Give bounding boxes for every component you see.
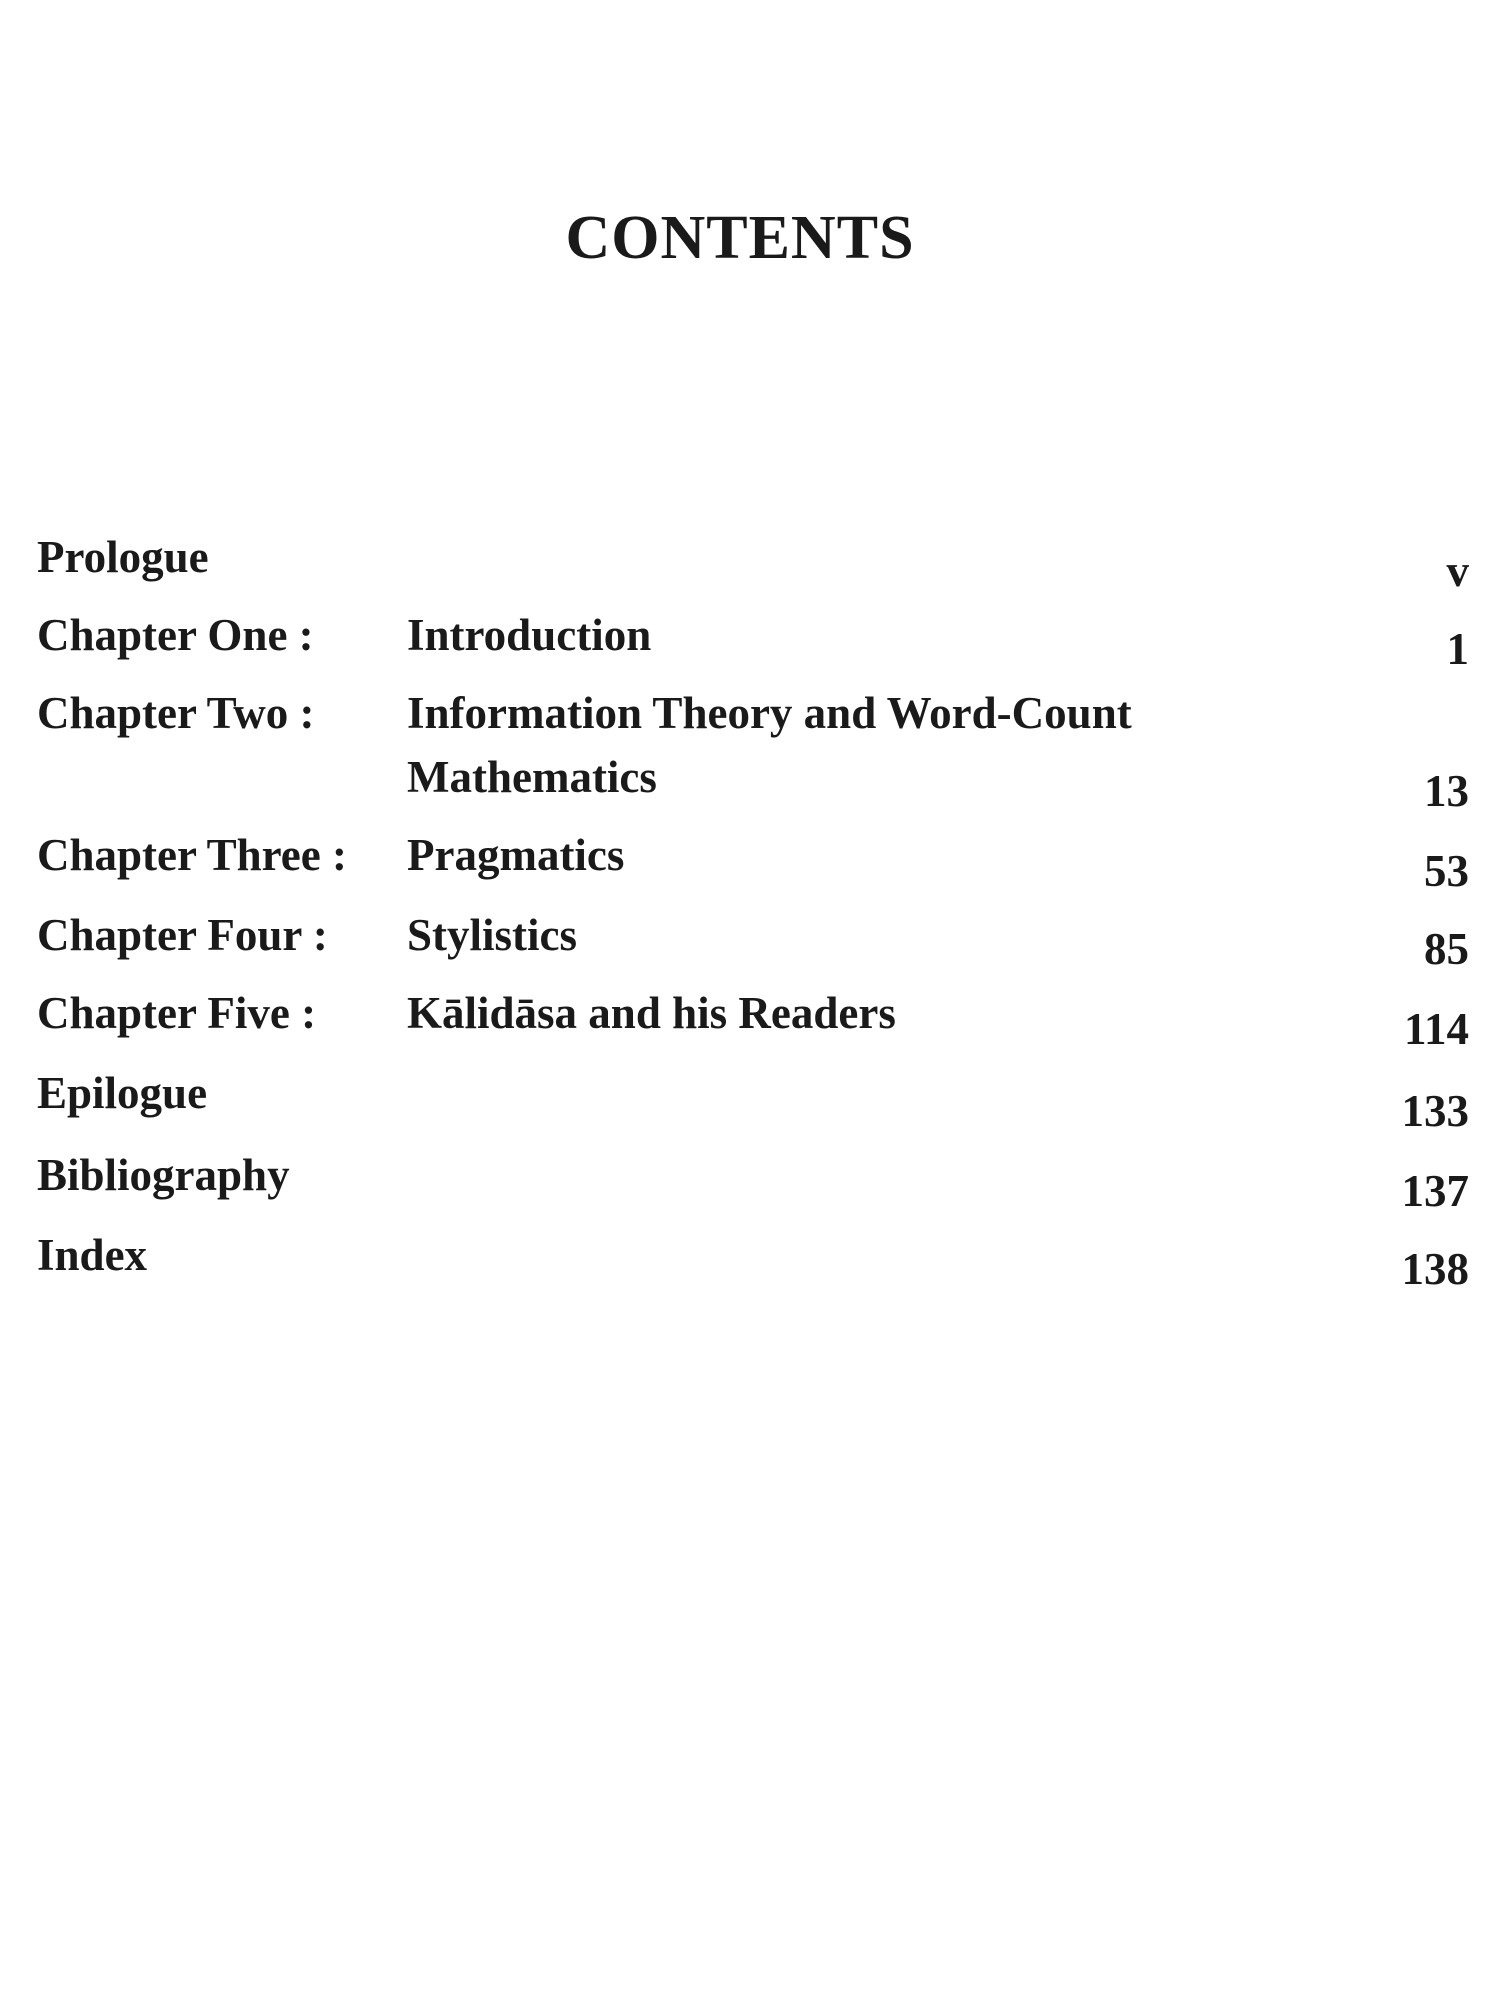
toc-page-number: v — [1446, 546, 1469, 596]
toc-entry-prologue[interactable] — [37, 525, 1469, 603]
toc-page-number: 53 — [1424, 846, 1469, 896]
toc-page-number: 13 — [1424, 766, 1469, 816]
toc-page-number: 137 — [1401, 1166, 1469, 1216]
toc-entry-chapter-one[interactable] — [37, 603, 1469, 681]
toc-page-number: 138 — [1401, 1244, 1469, 1294]
toc-label: Chapter Three : — [37, 830, 347, 880]
toc-label: Index — [37, 1230, 148, 1280]
page-title: CONTENTS — [565, 204, 915, 272]
toc-label: Bibliography — [37, 1150, 290, 1200]
toc-page-number: 114 — [1403, 1004, 1469, 1054]
toc-entry-chapter-five[interactable] — [37, 981, 1469, 1061]
toc-page-number: 85 — [1424, 924, 1469, 974]
toc-entry-chapter-two[interactable] — [37, 681, 1469, 823]
toc-entry-index[interactable] — [37, 1223, 1469, 1301]
toc-label: Chapter One : — [37, 610, 314, 660]
toc-page-number: 1 — [1446, 624, 1469, 674]
toc-page-number: 133 — [1401, 1086, 1469, 1136]
toc-title: Information Theory and Word-Count Mathematics — [407, 688, 1132, 802]
toc-label: Chapter Five : — [37, 988, 317, 1038]
toc-label: Prologue — [37, 532, 209, 582]
table-of-contents — [37, 525, 1469, 1301]
toc-title: Stylistics — [407, 910, 578, 960]
toc-entry-chapter-four[interactable] — [37, 903, 1469, 981]
toc-label: Chapter Two : — [37, 688, 315, 738]
toc-title: Kālidāsa and his Readers — [407, 988, 896, 1038]
toc-label: Chapter Four : — [37, 910, 328, 960]
toc-title: Introduction — [407, 610, 652, 660]
toc-entry-bibliography[interactable] — [37, 1143, 1469, 1223]
toc-entry-chapter-three[interactable] — [37, 823, 1469, 903]
toc-label: Epilogue — [37, 1068, 208, 1118]
toc-title: Pragmatics — [407, 830, 625, 880]
toc-entry-epilogue[interactable] — [37, 1061, 1469, 1143]
